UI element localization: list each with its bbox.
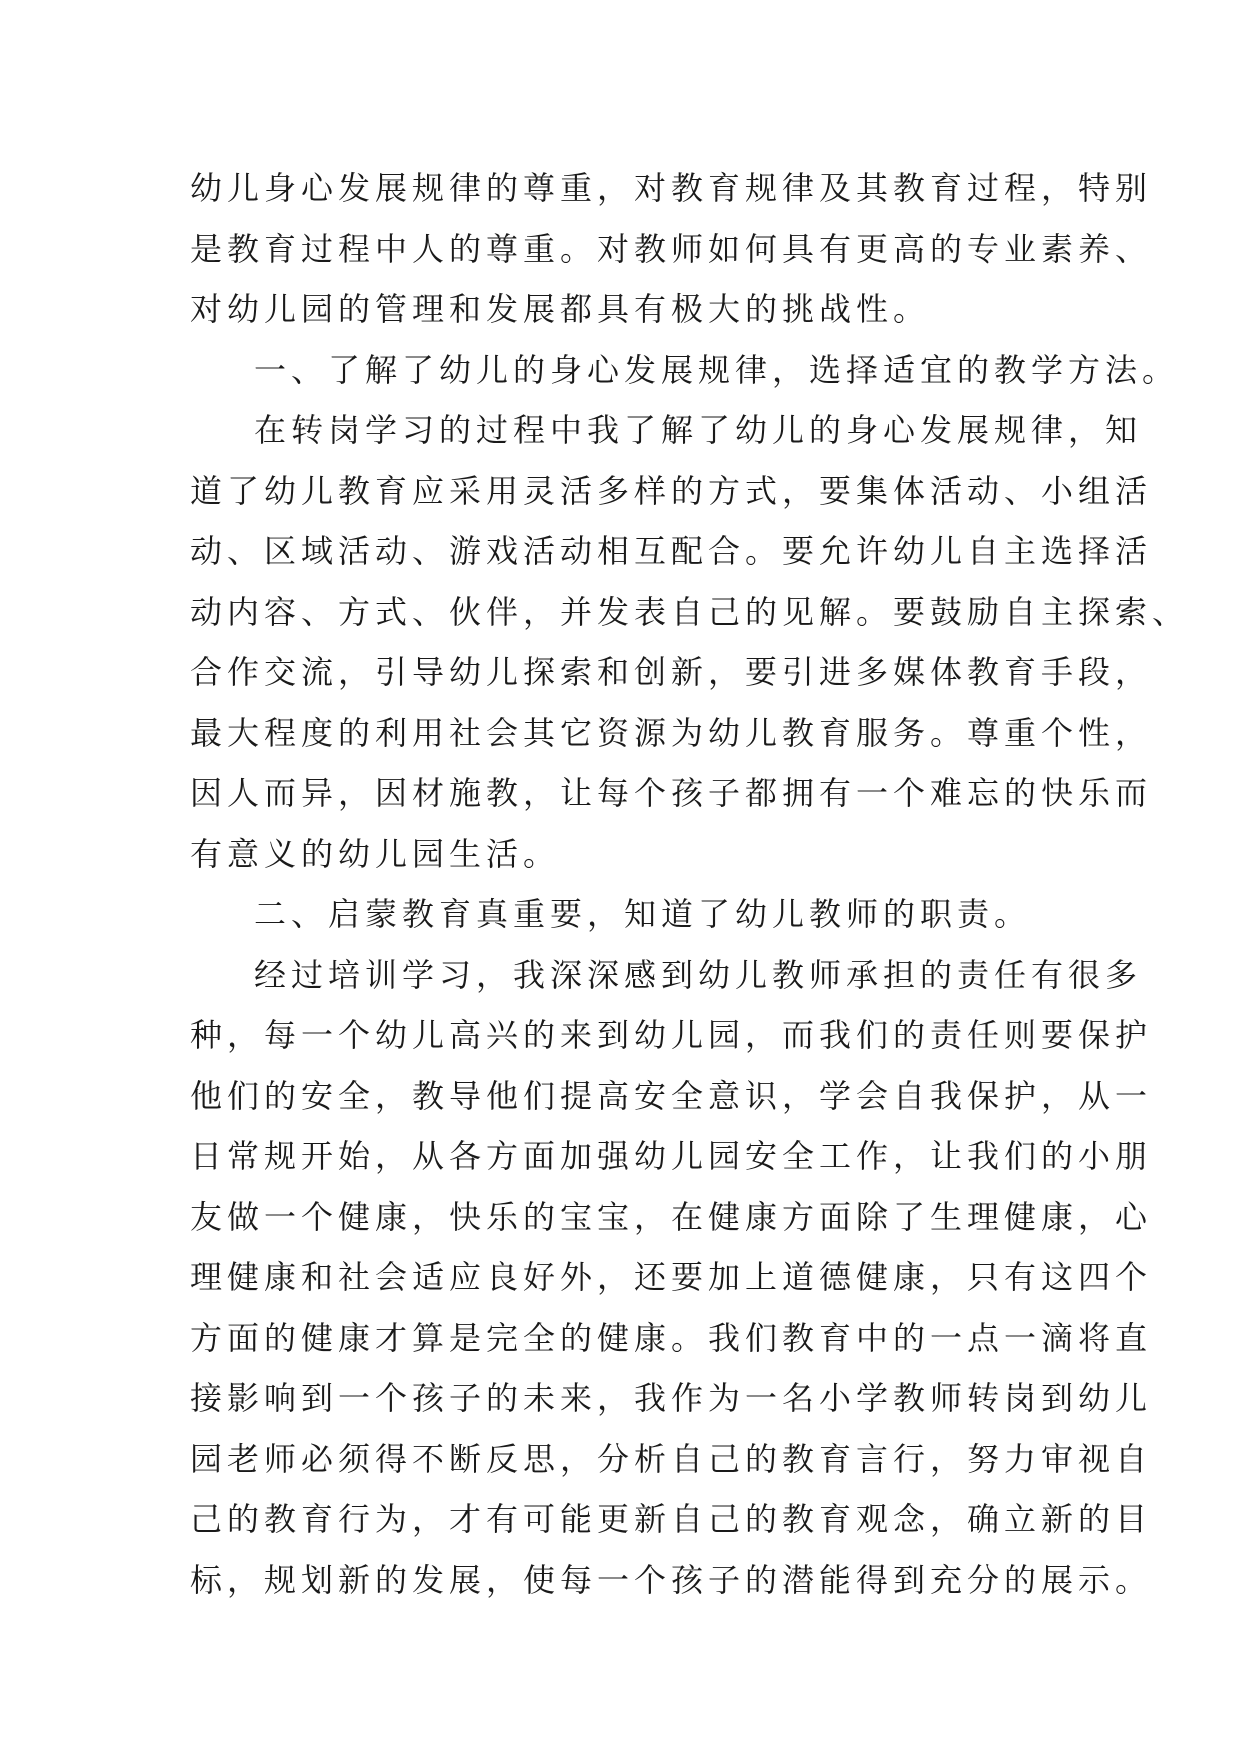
text-line: 方面的健康才算是完全的健康。我们教育中的一点一滴将直 [190, 1318, 1153, 1357]
section-heading-2: 二、启蒙教育真重要，知道了幼儿教师的职责。 [254, 895, 1032, 933]
text-line: 他们的安全，教导他们提高安全意识，学会自我保护，从一 [190, 1076, 1153, 1115]
text-line: 动、区域活动、游戏活动相互配合。要允许幼儿自主选择活 [190, 532, 1153, 570]
text-line: 有意义的幼儿园生活。 [190, 834, 561, 873]
paragraph-start: 在转岗学习的过程中我了解了幼儿的身心发展规律，知 [254, 411, 1143, 449]
text-line: 接影响到一个孩子的未来，我作为一名小学教师转岗到幼儿 [190, 1379, 1153, 1417]
section-heading-1: 一、了解了幼儿的身心发展规律，选择适宜的教学方法。 [254, 350, 1180, 389]
text-line: 动内容、方式、伙伴，并发表自己的见解。要鼓励自主探索、 [190, 592, 1190, 631]
text-line: 因人而异，因材施教，让每个孩子都拥有一个难忘的快乐而 [190, 774, 1153, 812]
paragraph-start: 经过培训学习，我深深感到幼儿教师承担的责任有很多 [254, 955, 1143, 994]
text-line: 幼儿身心发展规律的尊重，对教育规律及其教育过程，特别 [190, 169, 1153, 207]
text-line: 友做一个健康，快乐的宝宝，在健康方面除了生理健康，心 [190, 1197, 1153, 1236]
text-line: 道了幼儿教育应采用灵活多样的方式，要集体活动、小组活 [190, 471, 1153, 510]
text-line: 合作交流，引导幼儿探索和创新，要引进多媒体教育手段， [190, 653, 1153, 691]
text-line: 对幼儿园的管理和发展都具有极大的挑战性。 [190, 290, 931, 328]
document-body [190, 158, 1190, 1610]
text-line: 园老师必须得不断反思，分析自己的教育言行，努力审视自 [190, 1439, 1153, 1478]
text-line: 标，规划新的发展，使每一个孩子的潜能得到充分的展示。 [190, 1560, 1153, 1599]
text-line: 最大程度的利用社会其它资源为幼儿教育服务。尊重个性， [190, 713, 1153, 752]
text-line: 己的教育行为，才有可能更新自己的教育观念，确立新的目 [190, 1500, 1153, 1538]
text-line: 日常规开始，从各方面加强幼儿园安全工作，让我们的小朋 [190, 1137, 1153, 1175]
text-line: 是教育过程中人的尊重。对教师如何具有更高的专业素养、 [190, 229, 1153, 268]
text-line: 理健康和社会适应良好外，还要加上道德健康，只有这四个 [190, 1258, 1153, 1296]
text-line: 种，每一个幼儿高兴的来到幼儿园，而我们的责任则要保护 [190, 1016, 1153, 1054]
